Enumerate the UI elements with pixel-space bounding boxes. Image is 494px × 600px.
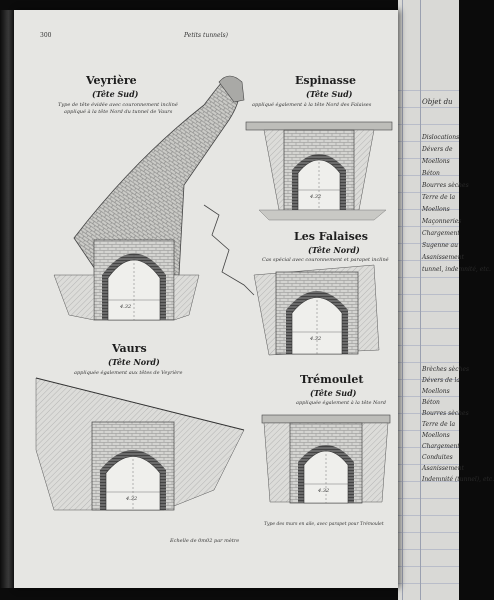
- ledger-entry: Asanissement: [422, 465, 464, 472]
- veyriere-caption-2: appliqué à la tête Nord du tunnel de Vaurs: [64, 109, 173, 115]
- ledger-ruling-line: [398, 141, 459, 142]
- ledger-ruling-line: [398, 294, 459, 295]
- espinasse-caption: appliqué également à la tête Nord des Falaises: [252, 102, 372, 108]
- ledger-ruling-line: [398, 532, 459, 533]
- ledger-ruling-line: [398, 566, 459, 567]
- ledger-entry: Bourres sèches: [422, 410, 469, 417]
- ledger-ruling-line: [398, 107, 459, 108]
- ledger-ruling-line: [398, 124, 459, 125]
- ledger-ruling-line: [398, 328, 459, 329]
- les-falaises-caption: Cas spécial avec couronnement et parapet incliné: [262, 257, 389, 263]
- veyriere-dimension: 4.32: [120, 304, 132, 310]
- les-falaises-title: Les Falaises: [294, 230, 368, 243]
- ledger-entry: Dislocations: [422, 134, 460, 141]
- tremoulet-caption: appliquée également à la tête Nord: [296, 400, 386, 406]
- espinasse-drawing: [246, 122, 392, 220]
- ledger-entry: Moellons: [422, 206, 450, 213]
- page-header: Petits tunnels): [184, 32, 228, 39]
- espinasse-title: Espinasse: [295, 74, 356, 87]
- ledger-entry: Sugenne au: [422, 242, 458, 249]
- vaurs-drawing: [36, 378, 244, 510]
- veyriere-subtitle: (Tête Sud): [92, 89, 139, 99]
- ledger-ruling-line: [398, 362, 459, 363]
- ledger-entry: Chargement: [422, 443, 460, 450]
- veyriere-title: Veyrière: [86, 74, 137, 87]
- bottom-right-caption: Type des murs en aile, avec parapet pour Trémoulet: [264, 522, 384, 527]
- page-number: 300: [40, 32, 52, 39]
- ledger-entry: Béton: [422, 399, 440, 406]
- ledger-ruling-line: [398, 430, 459, 431]
- book-gutter: [0, 10, 14, 588]
- ledger-entry: Moellons: [422, 158, 450, 165]
- right-ledger-page: [398, 0, 494, 600]
- espinasse-dimension: 4.32: [310, 194, 322, 200]
- ledger-entry: Moellons: [422, 388, 450, 395]
- ledger-ruling-line: [398, 583, 459, 584]
- ledger-entry: Brèches sèches: [422, 366, 470, 373]
- ledger-entry: tunnel, indemnité, etc.: [422, 266, 491, 273]
- scale-note: Echelle de 0m02 par mètre: [170, 538, 240, 544]
- ledger-entry: Dévers de la: [422, 377, 460, 384]
- ledger-ruling-line: [398, 515, 459, 516]
- vaurs-title: Vaurs: [112, 342, 147, 355]
- tremoulet-subtitle: (Tête Sud): [310, 388, 357, 398]
- tremoulet-dimension: 4.32: [318, 488, 330, 494]
- ledger-entry: Dévers de: [422, 146, 453, 153]
- left-plate-page: [14, 10, 398, 588]
- ledger-heading: Objet du: [422, 98, 453, 106]
- vaurs-caption: appliquée également aux têtes de Veyrière: [74, 370, 183, 376]
- ledger-ruling-line: [398, 277, 459, 278]
- ledger-ruling-line: [398, 226, 459, 227]
- ledger-entry: Asanissement: [422, 254, 464, 261]
- espinasse-subtitle: (Tête Sud): [306, 89, 353, 99]
- ledger-entry: Chargement: [422, 230, 460, 237]
- ledger-column-line: [402, 0, 403, 600]
- ledger-column-line: [420, 0, 421, 600]
- les-falaises-subtitle: (Tête Nord): [308, 245, 360, 255]
- ledger-entry: Indemnité (tunnel), etc.: [422, 476, 494, 483]
- ledger-entry: Terre de la: [422, 421, 456, 428]
- ledger-ruling-line: [398, 90, 459, 91]
- ledger-ruling-line: [398, 345, 459, 346]
- ledger-entry: Béton: [422, 170, 440, 177]
- ledger-ruling-line: [398, 311, 459, 312]
- veyriere-caption-1: Type de tête évidée avec couronnement incliné: [58, 102, 178, 108]
- ledger-entry: Conduites: [422, 454, 453, 461]
- vaurs-dimension: 4.32: [126, 496, 138, 502]
- ledger-entry: Terre de la: [422, 194, 456, 201]
- ledger-entry: Bourres sèches: [422, 182, 469, 189]
- ledger-ruling-line: [398, 396, 459, 397]
- ledger-ruling-line: [398, 192, 459, 193]
- vaurs-subtitle: (Tête Nord): [108, 357, 160, 367]
- les-falaises-dimension: 4.32: [310, 336, 322, 342]
- ledger-ruling-line: [398, 549, 459, 550]
- tremoulet-title: Trémoulet: [300, 373, 364, 386]
- ledger-entry: Moellons: [422, 432, 450, 439]
- ledger-ruling-line: [398, 498, 459, 499]
- ledger-entry: Maçonneries: [422, 218, 462, 225]
